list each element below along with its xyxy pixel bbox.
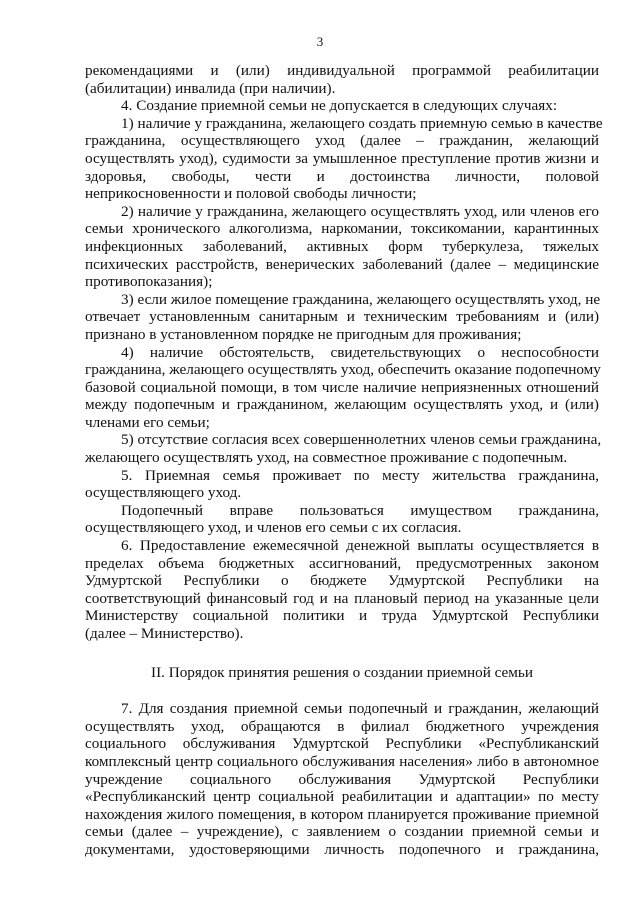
text-line: гражданина, желающего осуществлять уход, обеспечить оказание подопечному (85, 361, 601, 379)
text-line: пределах объема бюджетных ассигнований, предусмотренных законом (85, 554, 599, 572)
text-line: (далее – Министерство). (85, 625, 244, 642)
text-line: семьи (далее – учреждение), с заявлением о создании приемной семьи и (85, 823, 599, 841)
text-line: противопоказания); (85, 273, 213, 291)
paragraph-gap (85, 643, 599, 664)
text-line: членами его семьи; (85, 413, 210, 431)
page-number: 3 (316, 34, 324, 49)
text-line: Министерству социальной политики и труда Удмуртской Республики (85, 607, 599, 625)
text-line: семьи хронического алкоголизма, наркомании, токсикомании, карантинных (85, 220, 599, 238)
text-line: 2) наличие у гражданина, желающего осуществлять уход, или членов его (121, 202, 599, 220)
text-line: осуществляющего уход, и членов его семьи с их согласия. (85, 519, 462, 537)
text-line: осуществляющего уход. (85, 484, 242, 502)
paragraph-gap (85, 681, 599, 700)
text-line: нахождения жилого помещения, в котором планируется проживание приемной (85, 805, 599, 823)
text-line: 3) если жилое помещение гражданина, желающего осуществлять уход, не (121, 290, 601, 308)
document-body (85, 62, 603, 859)
text-line: Удмуртской Республики о бюджете Удмуртской Республики на (85, 572, 599, 590)
text-line: осуществлять уход), судимости за умышленное преступление против жизни и (85, 149, 599, 167)
text-line: осуществлять уход, обращаются в филиал бюджетного учреждения (85, 717, 599, 735)
section-heading: II. Порядок принятия решения о создании приемной семьи (151, 663, 533, 681)
text-line: соответствующий финансовый год и на плановый период на указанные цели (85, 589, 599, 607)
text-line: инфекционных заболеваний, активных форм туберкулеза, тяжелых (85, 237, 599, 255)
text-line: отвечает установленным санитарным и техническим требованиям и (или) (85, 308, 599, 326)
text-line: 1) наличие у гражданина, желающего создать приемную семью в качестве (121, 114, 603, 132)
text-line: 4) наличие обстоятельств, свидетельствующих о неспособности (121, 343, 599, 361)
text-line: Подопечный вправе пользоваться имуществом гражданина, (121, 501, 599, 519)
text-line: учреждение социального обслуживания Удмуртской Республики (85, 770, 599, 788)
text-line: документами, удостоверяющими личность подопечного и гражданина, (85, 840, 599, 858)
text-line: «Республиканский центр социальной реабилитации и адаптации» по месту (85, 788, 599, 806)
text-line: базовой социальной помощи, в том числе наличие неприязненных отношений (85, 378, 599, 396)
text-line: 5) отсутствие согласия всех совершеннолетних членов семьи гражданина, (121, 431, 602, 449)
text-line: рекомендациями и (или) индивидуальной программой реабилитации (85, 62, 599, 79)
text-line: между подопечным и гражданином, желающим осуществлять уход, и (или) (85, 396, 599, 414)
text-line: желающего осуществлять уход, на совместное проживание с подопечным. (85, 449, 568, 467)
text-line: 4. Создание приемной семьи не допускается в следующих случаях: (121, 97, 558, 115)
text-line: комплексный центр социального обслуживания населения» либо в автономное (85, 752, 599, 770)
text-line: (абилитации) инвалида (при наличии). (85, 79, 336, 97)
text-line: неприкосновенности и половой свободы личности; (85, 185, 417, 203)
text-line: здоровья, свободы, чести и достоинства личности, половой (85, 167, 599, 185)
text-line: 6. Предоставление ежемесячной денежной выплаты осуществляется в (121, 537, 599, 555)
text-line: социального обслуживания Удмуртской Республики «Республиканский (85, 735, 599, 753)
text-line: гражданина, осуществляющего уход (далее – гражданин, желающий (85, 132, 599, 150)
text-line: психических расстройств, венерических заболеваний (далее – медицинские (85, 255, 599, 273)
text-line: 7. Для создания приемной семьи подопечный и гражданин, желающий (121, 700, 599, 718)
text-line: 5. Приемная семья проживает по месту жительства гражданина, (121, 466, 599, 484)
text-line: признано в установленном порядке не пригодным для проживания; (85, 325, 522, 343)
